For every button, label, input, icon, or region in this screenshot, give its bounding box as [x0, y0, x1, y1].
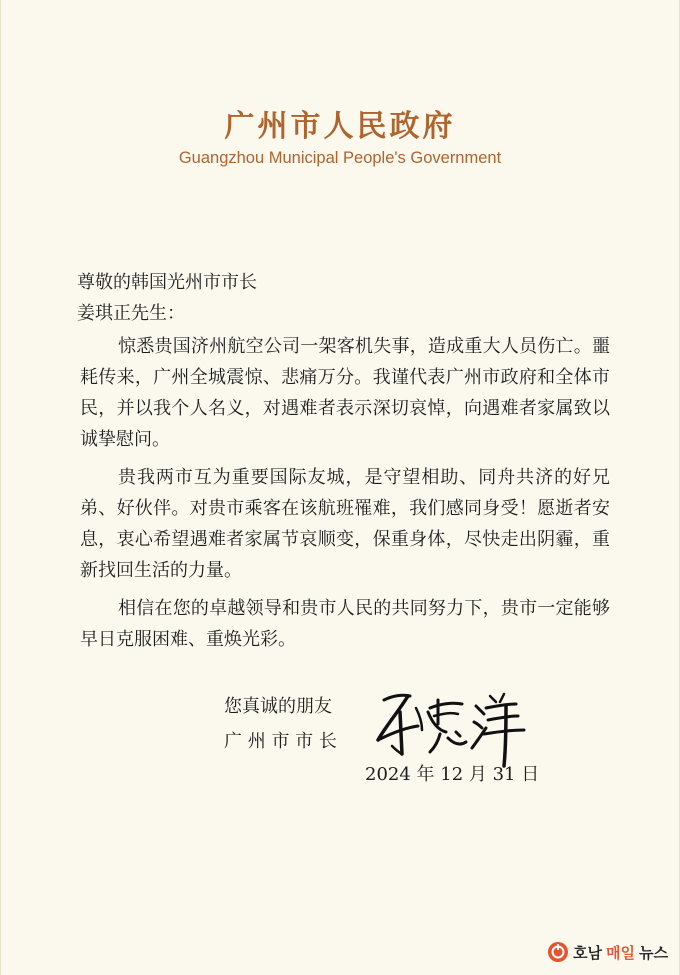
- handwritten-signature: [372, 682, 532, 772]
- watermark-text-part3: 뉴스: [639, 943, 668, 962]
- body-paragraph-condolence: 惊悉贵国济州航空公司一架客机失事，造成重大人员伤亡。噩耗传来，广州全城震惊、悲痛万分。我谨代表广州市政府和全体市民，并以我个人名义，对遇难者表示深切哀悼，向遇难者家属致以诚挚慰问。: [80, 336, 610, 450]
- letterhead-title-english: Guangzhou Municipal People's Government: [178, 149, 502, 167]
- closing-phrase: 您真诚的朋友: [224, 696, 332, 717]
- salutation-recipient-name: 姜琪正先生：: [77, 303, 185, 324]
- news-watermark: [547, 939, 668, 965]
- news-logo-icon: [547, 941, 569, 963]
- body-paragraph-sister-cities: 贵我两市互为重要国际友城，是守望相助、同舟共济的好兄弟、好伙伴。对贵市乘客在该航班罹难，我们感同身受！愿逝者安息，衷心希望遇难者家属节哀顺变，保重身体，尽快走出阴霾，重新找回生活的力量。: [80, 467, 610, 581]
- letter-date: 2024 年 12 月 31 日: [365, 764, 540, 785]
- watermark-text-part1: 호남: [573, 943, 603, 962]
- body-paragraph-encouragement: 相信在您的卓越领导和贵市人民的共同努力下，贵市一定能够早日克服困难、重焕光彩。: [80, 598, 610, 650]
- watermark-text-part2: 매일: [606, 943, 636, 962]
- salutation-recipient-title: 尊敬的韩国光州市市长: [77, 272, 257, 293]
- letterhead-title-chinese: 广州市人民政府: [224, 109, 456, 144]
- signer-title: 广 州 市 市 长: [224, 731, 337, 752]
- letter-body: [80, 331, 610, 662]
